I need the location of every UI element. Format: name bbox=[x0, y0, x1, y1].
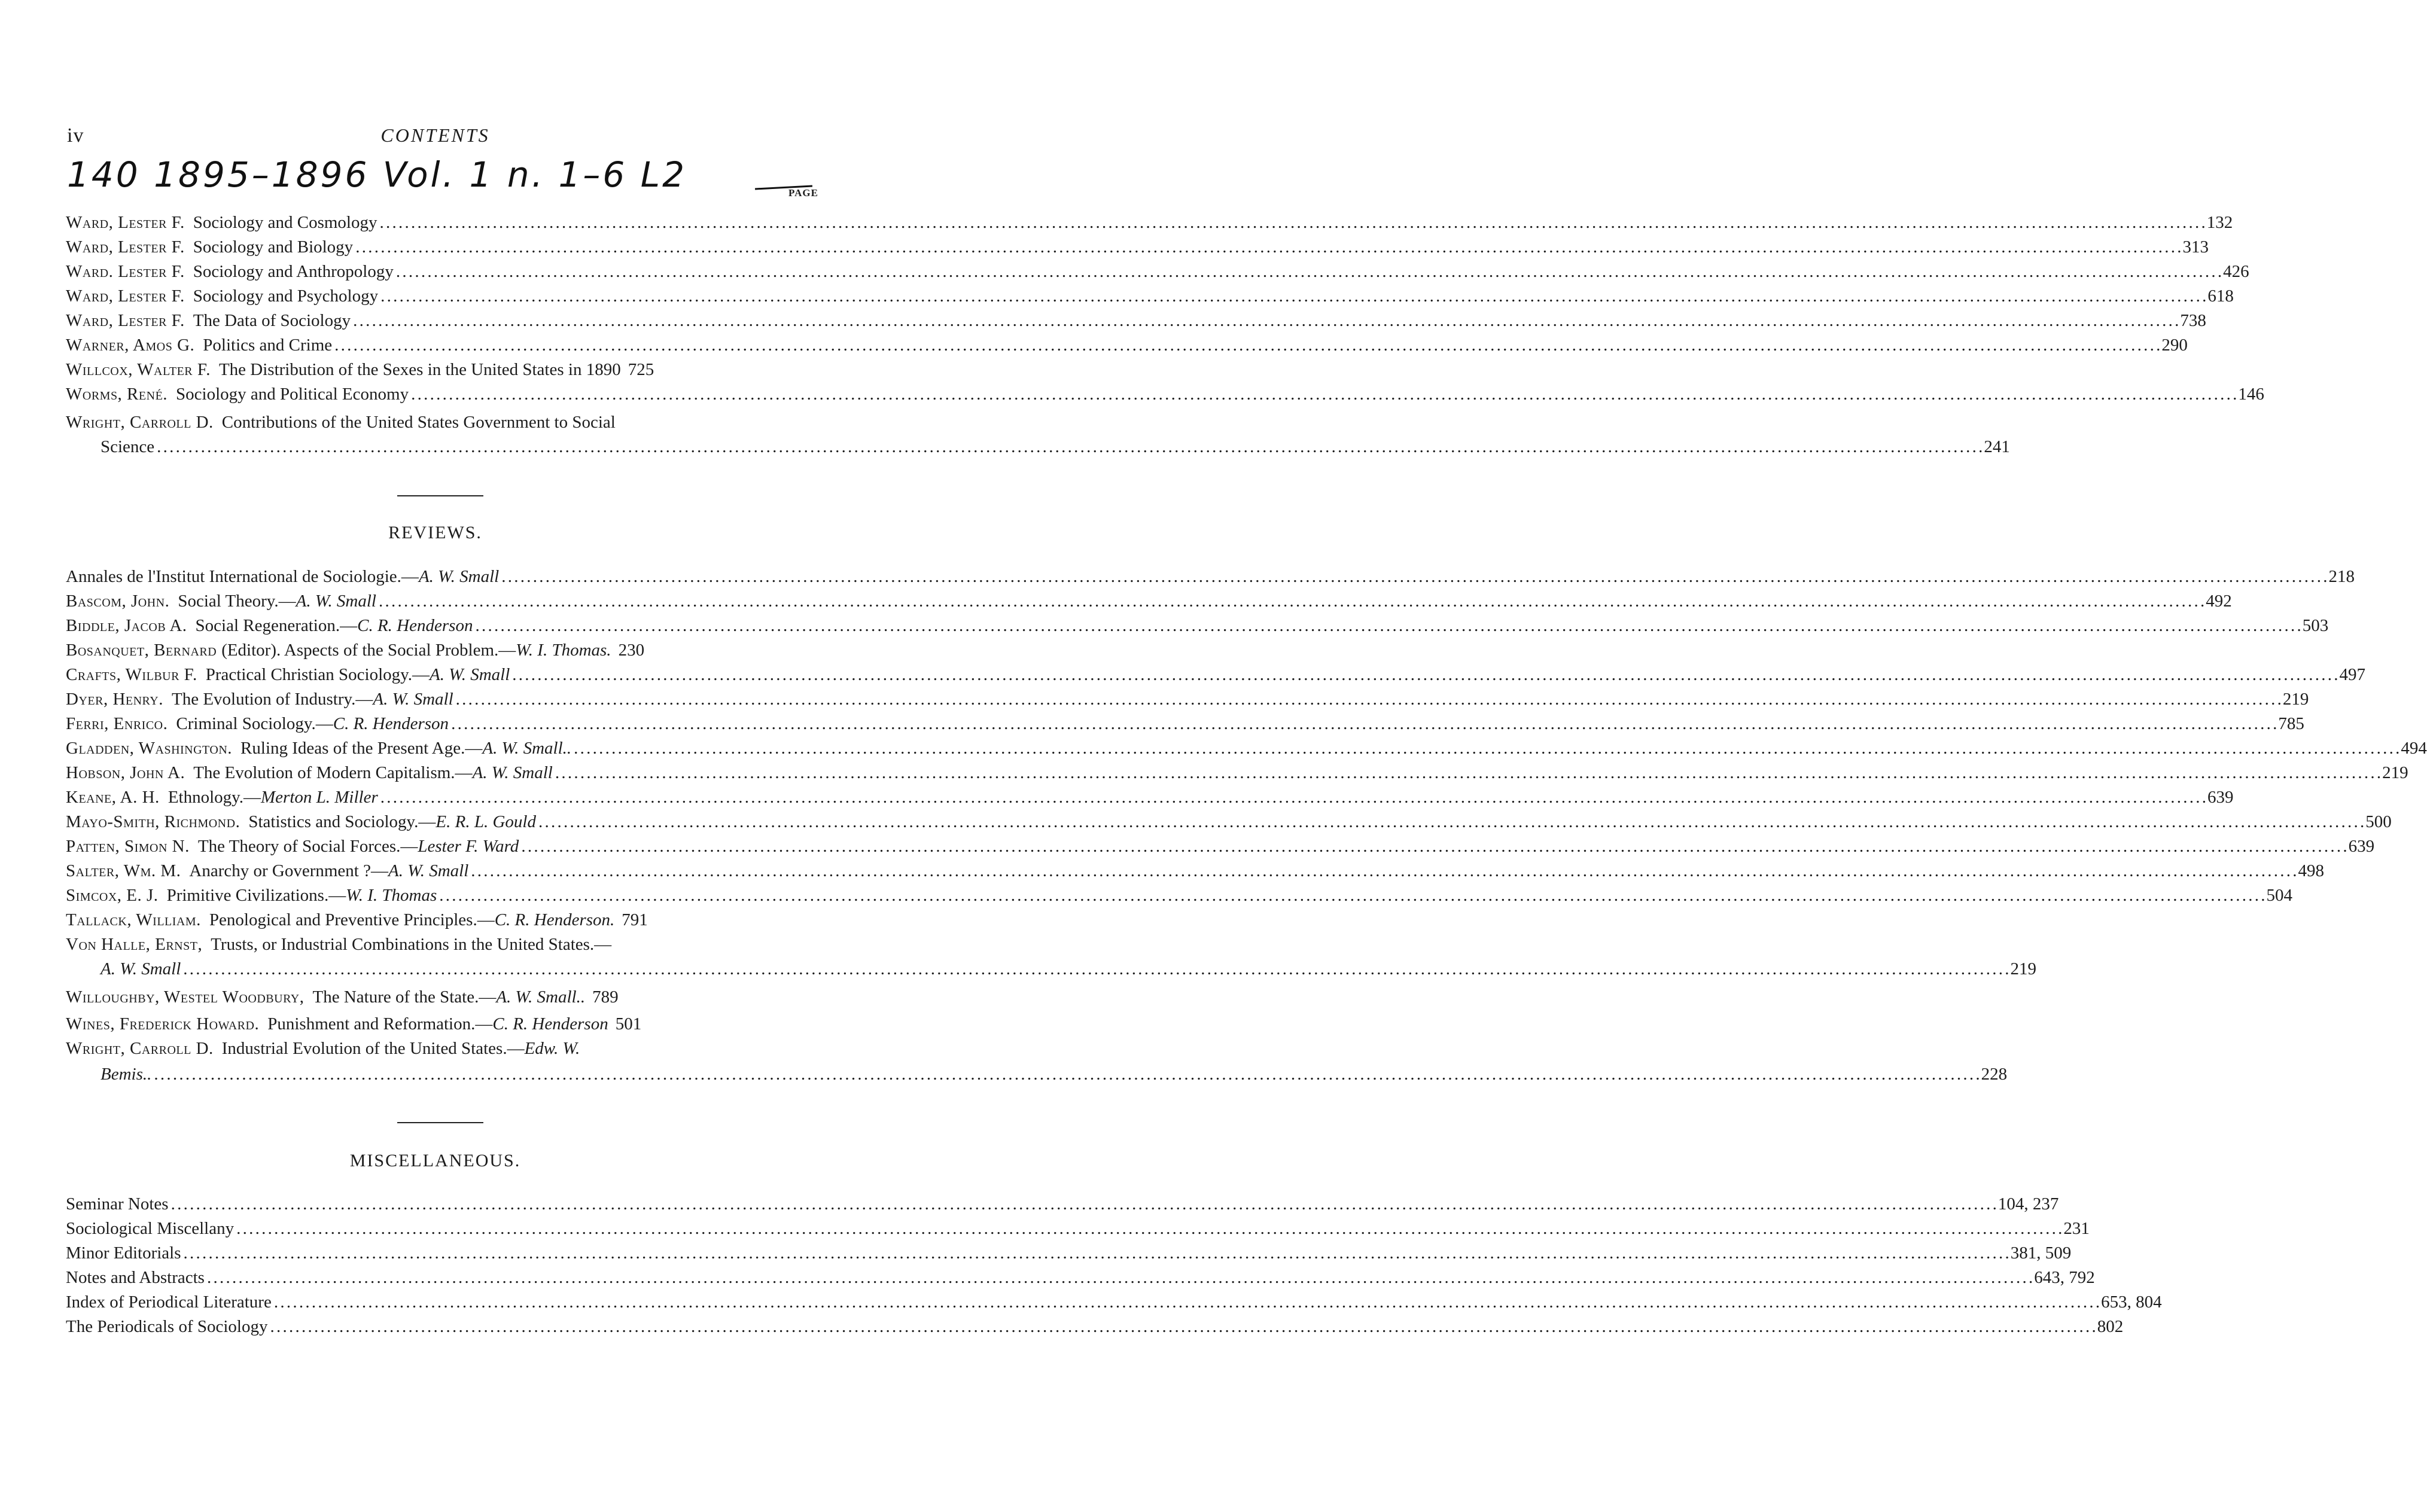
entry-title: Sociology and Psychology bbox=[193, 286, 379, 306]
entry-reviewer: A. W. Small bbox=[472, 763, 553, 782]
page-column-label: PAGE bbox=[788, 187, 818, 199]
list-item bbox=[66, 333, 2188, 357]
entry-title: Minor Editorials bbox=[66, 1243, 181, 1263]
entry-reviewer: W. I. Thomas. bbox=[516, 641, 611, 660]
entry-title: Index of Periodical Literature bbox=[66, 1292, 272, 1312]
entry-reviewer: W. I. Thomas bbox=[346, 886, 437, 905]
list-item bbox=[66, 1266, 2095, 1290]
leader-dots bbox=[184, 1241, 2008, 1265]
entry-page: 219 bbox=[2382, 763, 2408, 782]
handwritten-note: 140 1895–1896 Vol. 1 n. 1–6 L2 bbox=[67, 154, 687, 195]
entry-page: 313 bbox=[2182, 237, 2209, 257]
entry-page: 725 bbox=[628, 360, 654, 379]
list-item bbox=[66, 736, 2427, 760]
list-item bbox=[66, 638, 808, 662]
entry-page: 132 bbox=[2206, 213, 2233, 232]
entry-page: 497 bbox=[2339, 665, 2366, 684]
entry-title: Ethnology.— bbox=[168, 788, 261, 807]
entry-author: Von Halle, Ernst, bbox=[66, 935, 203, 954]
entry-author: Gladden, Washington. bbox=[66, 739, 233, 758]
list-item bbox=[66, 687, 2309, 711]
entry-page: 503 bbox=[2302, 616, 2329, 635]
leader-dots bbox=[334, 333, 2159, 357]
entry-author: Crafts, Wilbur F. bbox=[66, 665, 197, 684]
leader-dots bbox=[512, 663, 2337, 687]
list-item bbox=[66, 284, 2234, 308]
entry-title: The Distribution of the Sexes in the United States in 1890 bbox=[218, 360, 621, 379]
entry-title: The Theory of Social Forces.— bbox=[197, 837, 418, 856]
leader-dots bbox=[555, 761, 2380, 785]
entry-author: Wines, Frederick Howard. bbox=[66, 1014, 260, 1034]
entry-page: 219 bbox=[2010, 959, 2037, 978]
list-item bbox=[66, 1037, 808, 1060]
list-item bbox=[66, 985, 808, 1009]
entry-title: Seminar Notes bbox=[66, 1194, 169, 1214]
list-item bbox=[66, 785, 2234, 809]
leader-dots bbox=[274, 1290, 2099, 1314]
leader-dots bbox=[396, 260, 2221, 284]
list-item bbox=[66, 614, 2329, 638]
leader-dots bbox=[380, 785, 2205, 809]
entry-reviewer: A. W. Small bbox=[373, 690, 453, 709]
entry-page: 146 bbox=[2238, 385, 2264, 404]
list-item bbox=[66, 1315, 2124, 1339]
entry-title: The Data of Sociology bbox=[193, 311, 351, 330]
entry-title: Notes and Abstracts bbox=[66, 1268, 205, 1287]
list-item-continuation bbox=[101, 435, 2010, 459]
list-item bbox=[66, 859, 2325, 883]
entry-author: Ward, Lester F. bbox=[66, 213, 185, 232]
entry-title: The Periodicals of Sociology bbox=[66, 1317, 268, 1336]
running-title: CONTENTS bbox=[380, 124, 490, 146]
entry-title: Sociology and Biology bbox=[193, 237, 354, 257]
leader-dots bbox=[574, 736, 2398, 760]
leader-dots bbox=[157, 435, 1981, 459]
entry-page: 791 bbox=[622, 910, 648, 929]
entry-author: Bosanquet, Bernard bbox=[66, 641, 217, 660]
list-item bbox=[66, 235, 2209, 259]
entry-title: Practical Christian Sociology.— bbox=[205, 665, 430, 684]
entry-page: 218 bbox=[2328, 567, 2355, 586]
entry-title: Sociology and Political Economy bbox=[176, 385, 409, 404]
entry-author: Tallack, William. bbox=[66, 910, 201, 929]
entry-author: Mayo-Smith, Richmond. bbox=[66, 812, 240, 831]
leader-dots bbox=[379, 211, 2204, 234]
list-item bbox=[66, 565, 2355, 589]
entry-page: 501 bbox=[615, 1014, 642, 1034]
leader-dots bbox=[353, 309, 2178, 333]
entry-title: Punishment and Reformation.— bbox=[267, 1014, 493, 1034]
entry-title: Statistics and Sociology.— bbox=[248, 812, 436, 831]
entry-author: Ward, Lester F. bbox=[66, 311, 185, 330]
leader-dots bbox=[171, 1192, 1996, 1216]
reviews-heading: REVIEWS. bbox=[388, 523, 482, 542]
leader-dots bbox=[380, 284, 2205, 308]
entry-reviewer: Lester F. Ward bbox=[418, 837, 519, 856]
entry-title: Anarchy or Government ?— bbox=[189, 861, 388, 880]
leader-dots bbox=[154, 1062, 1978, 1086]
entry-page: 498 bbox=[2298, 861, 2325, 880]
entry-author: Patten, Simon N. bbox=[66, 837, 190, 856]
leader-dots bbox=[207, 1266, 2032, 1290]
page-number: iv bbox=[67, 124, 84, 147]
leader-dots bbox=[270, 1315, 2094, 1339]
entry-title: Sociology and Cosmology bbox=[193, 213, 377, 232]
entry-title: The Nature of the State.— bbox=[312, 987, 497, 1007]
entry-reviewer: Merton L. Miller bbox=[261, 788, 378, 807]
list-item bbox=[66, 410, 808, 434]
leader-dots bbox=[456, 687, 2280, 711]
entry-page: 504 bbox=[2266, 886, 2292, 905]
entry-reviewer: A. W. Small bbox=[388, 861, 469, 880]
entry-title: Penological and Preventive Principles.— bbox=[209, 910, 495, 929]
leader-dots bbox=[501, 565, 2326, 589]
entry-reviewer: A. W. Small.. bbox=[496, 987, 586, 1007]
list-item bbox=[66, 358, 808, 382]
entry-title: The Evolution of Modern Capitalism.— bbox=[193, 763, 473, 782]
entry-reviewer-continuation: Bemis.. bbox=[101, 1065, 152, 1084]
entry-page: 653, 804 bbox=[2101, 1292, 2162, 1312]
entry-title: Trusts, or Industrial Combinations in the United States.— bbox=[211, 935, 612, 954]
entry-author: Worms, René. bbox=[66, 385, 168, 404]
entry-author: Salter, Wm. M. bbox=[66, 861, 181, 880]
entry-author: Bascom, John. bbox=[66, 592, 170, 611]
entry-author: Ward. Lester F. bbox=[66, 262, 185, 281]
leader-dots bbox=[538, 810, 2363, 834]
list-item bbox=[66, 1290, 2162, 1314]
entry-author: Warner, Amos G. bbox=[66, 336, 195, 355]
entry-page: 381, 509 bbox=[2010, 1243, 2072, 1263]
entry-page: 618 bbox=[2207, 286, 2234, 306]
entry-page: 231 bbox=[2063, 1219, 2090, 1238]
entry-reviewer: A. W. Small bbox=[418, 567, 500, 586]
entry-title: (Editor). Aspects of the Social Problem.— bbox=[221, 641, 516, 660]
entry-author: Biddle, Jacob A. bbox=[66, 616, 187, 635]
entry-reviewer: C. R. Henderson bbox=[492, 1014, 608, 1034]
entry-page: 290 bbox=[2161, 336, 2188, 355]
list-item bbox=[66, 1217, 2090, 1240]
entry-author: Ward, Lester F. bbox=[66, 286, 185, 306]
entry-title: Annales de l'Institut International de Sociologie.— bbox=[66, 567, 419, 586]
entry-reviewer: C. R. Henderson bbox=[357, 616, 473, 635]
list-item-continuation bbox=[101, 1062, 2008, 1086]
list-item bbox=[66, 1192, 2059, 1216]
entry-page: 241 bbox=[1984, 437, 2010, 456]
leader-dots bbox=[355, 235, 2180, 259]
miscellaneous-heading: MISCELLANEOUS. bbox=[349, 1151, 521, 1170]
entry-author: Keane, A. H. bbox=[66, 788, 160, 807]
leader-dots bbox=[439, 883, 2264, 907]
list-item bbox=[66, 1241, 2072, 1265]
entry-title: Primitive Civilizations.— bbox=[166, 886, 346, 905]
entry-page: 802 bbox=[2097, 1317, 2124, 1336]
entry-page: 228 bbox=[1981, 1065, 2008, 1084]
entry-title: Social Regeneration.— bbox=[195, 616, 358, 635]
leader-dots bbox=[521, 834, 2346, 858]
leader-dots bbox=[451, 712, 2276, 736]
entry-page: 789 bbox=[592, 987, 619, 1007]
entry-title: Social Theory.— bbox=[178, 592, 296, 611]
entry-reviewer: Edw. W. bbox=[524, 1039, 580, 1058]
section-divider bbox=[397, 495, 483, 496]
list-item bbox=[66, 309, 2206, 333]
leader-dots bbox=[379, 589, 2203, 613]
entry-reviewer-continuation: A. W. Small bbox=[101, 959, 181, 978]
entry-author: Ward, Lester F. bbox=[66, 237, 185, 257]
leader-dots bbox=[236, 1217, 2061, 1240]
list-item bbox=[66, 908, 808, 932]
list-item bbox=[66, 382, 2264, 406]
entry-title: Ruling Ideas of the Present Age.— bbox=[240, 739, 483, 758]
entry-title: Politics and Crime bbox=[203, 336, 333, 355]
entry-author: Wright, Carroll D. bbox=[66, 413, 214, 432]
list-item bbox=[66, 883, 2292, 907]
section-divider bbox=[397, 1122, 483, 1123]
entry-page: 492 bbox=[2206, 592, 2232, 611]
list-item bbox=[66, 932, 808, 956]
list-item bbox=[66, 834, 2375, 858]
entry-reviewer: A. W. Small bbox=[430, 665, 510, 684]
entry-title: Sociology and Anthropology bbox=[193, 262, 394, 281]
entry-author: Willoughby, Westel Woodbury, bbox=[66, 987, 304, 1007]
entry-page: 738 bbox=[2180, 311, 2206, 330]
leader-dots bbox=[183, 957, 2008, 981]
entry-page: 500 bbox=[2365, 812, 2392, 831]
entry-title-continuation: Science bbox=[101, 437, 155, 456]
entry-reviewer: C. R. Henderson. bbox=[494, 910, 615, 929]
leader-dots bbox=[471, 859, 2295, 883]
list-item bbox=[66, 663, 2366, 687]
entry-author: Willcox, Walter F. bbox=[66, 360, 211, 379]
entry-author: Hobson, John A. bbox=[66, 763, 185, 782]
entry-title: The Evolution of Industry.— bbox=[171, 690, 373, 709]
entry-author: Wright, Carroll D. bbox=[66, 1039, 214, 1058]
entry-title: Contributions of the United States Government to Social bbox=[221, 413, 616, 432]
entry-page: 643, 792 bbox=[2034, 1268, 2095, 1287]
entry-page: 104, 237 bbox=[1997, 1194, 2059, 1214]
entry-author: Simcox, E. J. bbox=[66, 886, 159, 905]
list-item bbox=[66, 1012, 808, 1036]
entry-author: Dyer, Henry. bbox=[66, 690, 163, 709]
entry-reviewer: C. R. Henderson bbox=[333, 714, 449, 733]
entry-page: 494 bbox=[2401, 739, 2427, 758]
leader-dots bbox=[411, 382, 2236, 406]
list-item bbox=[66, 589, 2232, 613]
entry-page: 639 bbox=[2348, 837, 2375, 856]
list-item-continuation bbox=[101, 957, 2037, 981]
entry-author: Ferri, Enrico. bbox=[66, 714, 168, 733]
entry-title: Criminal Sociology.— bbox=[176, 714, 333, 733]
list-item bbox=[66, 712, 2304, 736]
entry-reviewer: A. W. Small.. bbox=[482, 739, 572, 758]
list-item bbox=[66, 810, 2392, 834]
entry-page: 639 bbox=[2207, 788, 2234, 807]
leader-dots bbox=[475, 614, 2300, 638]
entry-title: Industrial Evolution of the United States.— bbox=[221, 1039, 525, 1058]
entry-reviewer: A. W. Small bbox=[296, 592, 376, 611]
entry-page: 426 bbox=[2223, 262, 2249, 281]
entry-title: Sociological Miscellany bbox=[66, 1219, 235, 1238]
list-item bbox=[66, 761, 2408, 785]
entry-page: 219 bbox=[2282, 690, 2309, 709]
list-item bbox=[66, 211, 2233, 234]
list-item bbox=[66, 260, 2249, 284]
entry-reviewer: E. R. L. Gould bbox=[436, 812, 536, 831]
entry-page: 785 bbox=[2278, 714, 2304, 733]
entry-page: 230 bbox=[618, 641, 645, 660]
